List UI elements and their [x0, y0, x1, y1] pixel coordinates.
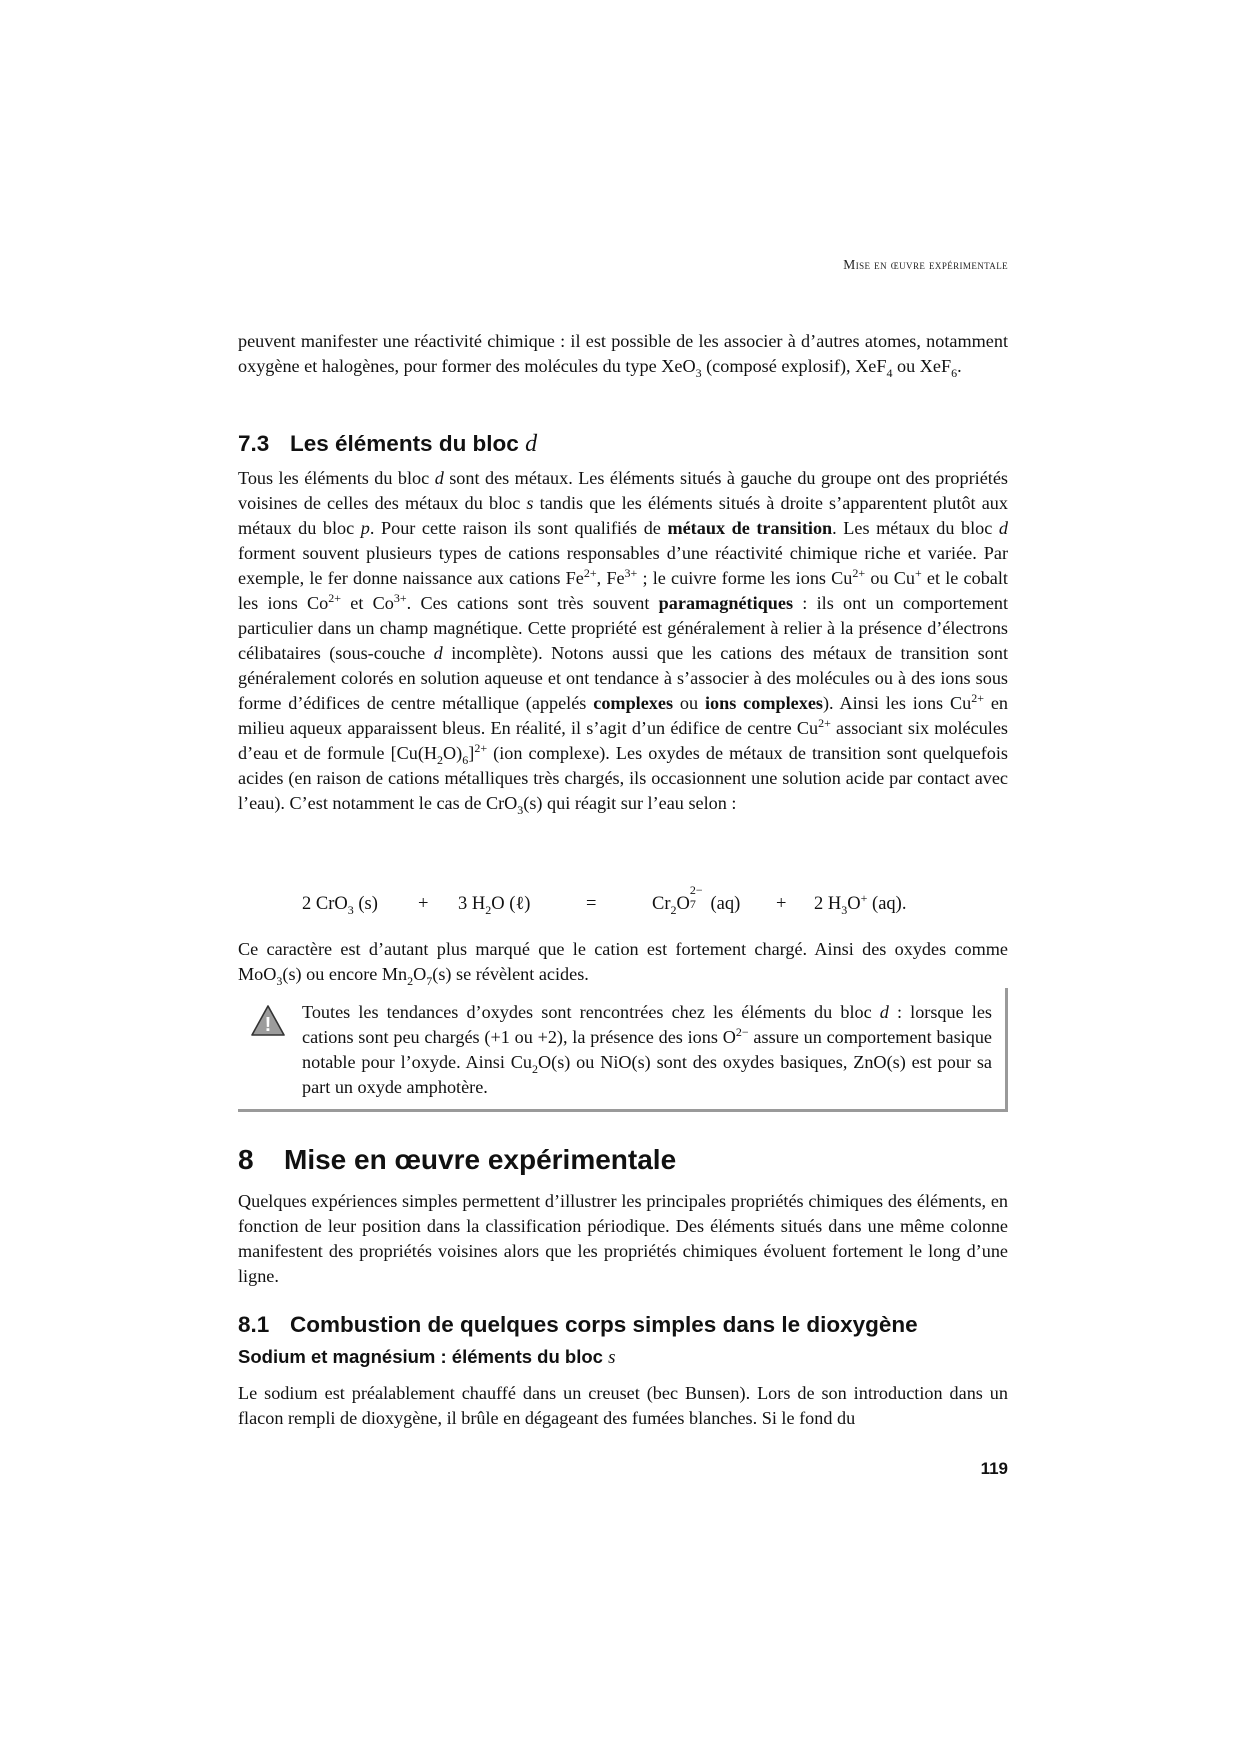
intro-paragraph: peuvent manifester une réactivité chimique : il est possible de les associer à d’autres atomes, notamment oxygène et halogènes, pour former des molécules du type XeO$_3$ (composé explosif), XeF$_4$ ou XeF$_6$. [238, 331, 1008, 380]
equation-product-hydronium: 2 $H_3O^+$ (aq). [814, 891, 907, 917]
warning-icon [250, 1004, 286, 1038]
warning-note-text: Toutes les tendances d’oxydes sont rencontrées chez les éléments du bloc d : lorsque les cations sont peu chargés (+1 ou +2), la présence des ions $O^{2-}$ assure un comportement basique notable pour l’oxyde. Ainsi $Cu_2O(s)$ ou NiO(s) sont des oxydes basiques, ZnO(s) est pour sa part un oxyde amphotère. [302, 1002, 992, 1097]
section-heading-8-1: 8.1 Combustion de quelques corps simples dans le dioxygène [238, 1312, 918, 1337]
page-number: 119 [980, 1459, 1008, 1478]
equation-reactant-water: 3 $H_2O$ (ℓ) [458, 894, 531, 917]
paragraph-bloc-d: Tous les éléments du bloc d sont des métaux. Les éléments situés à gauche du groupe ont des propriétés voisines de celles des métaux du bloc s tandis que les éléments situés à droite s’apparentent plutôt aux métaux du bloc p. Pour cette raison ils sont qualifiés de métaux de transition. Les métaux du bloc d forment souvent plusieurs types de cations responsables d’une réactivité chimique riche et variée. Par exemple, le fer donne naissance aux cations $Fe^{2+}$, $Fe^{3+}$ ; le cuivre forme les ions $Cu^{2+}$ ou Cu+ et le cobalt les ions $Co^{2+}$ et $Co^{3+}$. Ces cations sont très souvent paramagnétiques : ils ont un comportement particulier dans un champ magnétique. Cette propriété est généralement à relier à la présence d’électrons célibataires (sous-couche d incomplète). Notons aussi que les cations des métaux de transition sont généralement colorés en solution aqueuse et ont tendance à s’associer à des molécules ou à des ions sous forme d’édifices de centre métallique (appelés complexes ou ions complexes). Ainsi les ions $Cu^{2+}$ en milieu aqueux apparaissent bleus. En réalité, il s’agit d’un édifice de centre $Cu^{2+}$ associant six molécules d’eau et de formule $[Cu(H_2O)_6]^{2+}$ (ion complexe). Les oxydes de métaux de transition sont quelquefois acides (en raison de cations métalliques très chargés, ils occasionnent une solution acide par contact avec l’eau). C’est notamment le cas de CrO$_3$(s) qui réagit sur l’eau selon : [238, 468, 1009, 817]
equation-plus: + [776, 894, 787, 914]
equation-equals: = [586, 894, 597, 914]
equation-product-dichromate: $Cr_2O$ 2− 7 (aq) [652, 883, 741, 917]
section-heading-7-3: 7.3 Les éléments du bloc d [238, 431, 538, 457]
paragraph-sodium: Le sodium est préalablement chauffé dans un creuset (bec Bunsen). Lors de son introduction dans un flacon rempli de dioxygène, il brûle en dégageant des fumées blanches. Si le fond du [238, 1383, 1008, 1428]
equation-reactant-cro3: 2 CrO$_3$ (s) [302, 894, 378, 917]
paragraph-after-equation: Ce caractère est d’autant plus marqué que le cation est fortement chargé. Ainsi des oxydes comme MoO$_3$(s) ou encore $Mn_2O_7(s)$ se révèlent acides. [238, 939, 1008, 988]
svg-text:!: ! [264, 1014, 272, 1036]
section-heading-8: 8 Mise en œuvre expérimentale [238, 1144, 677, 1175]
paragraph-section-8: Quelques expériences simples permettent d’illustrer les principales propriétés chimiques des éléments, en fonction de leur position dans la classification périodique. Des éléments situés dans une même colonne manifestent des propriétés voisines alors que les propriétés chimiques évoluent fortement le long d’une ligne. [238, 1191, 1008, 1286]
subsection-heading-sodium: Sodium et magnésium : éléments du bloc s [238, 1346, 616, 1368]
running-head: Mise en œuvre expérimentale [843, 257, 1008, 272]
warning-note-box [238, 988, 1008, 1112]
equation-plus: + [418, 894, 429, 914]
